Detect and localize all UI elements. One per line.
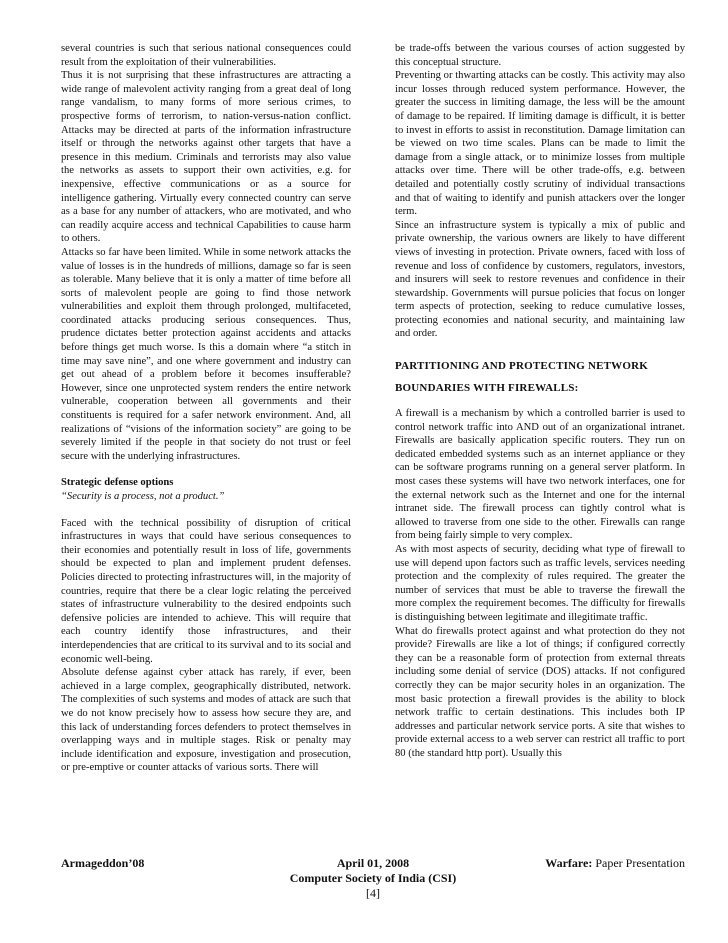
page-number: [4]: [366, 886, 380, 900]
paragraph: Preventing or thwarting attacks can be costly. This activity may also incur losses through reduced system performance. However, the greater the success in limiting damage, the less will be the amount of damage to be repaired. If limiting damage is difficult, it is better to invest in efforts to assist in reconstitution. Damage limitation can be viewed on two time scales. Plans can be made to limit the damage from a single attack, or to minimize losses from multiple attacks over time. There will be other trade-offs, e.g. between detailed and potentially costly scrutiny of individual transactions and that of waiting to identify and punish attackers over the longer term.: [395, 70, 685, 218]
section-heading-line1: PARTITIONING AND PROTECTING NETWORK: [395, 360, 649, 373]
right-column: [395, 42, 685, 761]
section-heading-line2: BOUNDARIES WITH FIREWALLS:: [395, 382, 579, 395]
footer-track: [545, 856, 685, 871]
section-heading: [395, 355, 685, 399]
paragraph: As with most aspects of security, deciding what type of firewall to use will depend upon factors such as traffic levels, services needing protection and the complexity of rules required. The greater the number of services that must be able to traverse the firewall the more complex the requirement becomes. The difficulty for firewalls is distinguishing between legitimate and illegitimate traffic.: [395, 544, 685, 623]
paragraph: Attacks so far have been limited. While in some network attacks the value of losses is in the hundreds of millions, damage so far is seen as tolerable. Many believe that it is only a matter of time before all sorts of malevolent people are going to find those network vulnerabilities and exploit them through prolonged, multifaceted, coordinated attacks producing serious consequences. Thus, prudence dictates better protection against accidents and attacks before things get much worse. Is this a domain where “a stitch in time may save nine”, and one where government and industry can get out ahead of a problem before it becomes insufferable? However, since one unprotected system renders the entire network vulnerable, cooperation between all governments and their constituents is required for a safer network environment. And, all realizations of “visions of the information society” are going to be severely limited if the people in that society do not trust or feel secure with the underlying infrastructures.: [61, 246, 351, 462]
paragraph: Since an infrastructure system is typically a mix of public and private ownership, the various owners are likely to have different views of investing in protection. Private owners, faced with loss of revenue and loss of confidence by customers, regulators, investors, and insurers will seek to restore revenues and confidence in their stewardship. Governments will pursue policies that focus on longer term aspects of protection, seeking to reduce cumulative losses, protecting economies and national security, and maintaining law and order.: [395, 219, 685, 340]
epigraph-quote: “Security is a process, not a product.”: [61, 491, 225, 502]
footer-track-type: Paper Presentation: [592, 856, 685, 870]
footer-organization: Computer Society of India (CSI): [289, 871, 457, 885]
paragraph: be trade-offs between the various courses of action suggested by this conceptual structure.: [395, 43, 685, 68]
paragraph: several countries is such that serious national consequences could result from the exploitation of their vulnerabilities.: [61, 43, 351, 68]
paragraph: A firewall is a mechanism by which a controlled barrier is used to control network traffic into AND out of an organizational intranet. Firewalls are basically application specific routers. They run on dedicated embedded systems such as an internet appliance or they can be software programs running on a general server platform. In most cases these systems will have two network interfaces, one for the external network such as the Internet and one for the internal intranet side. The firewall process can tightly control what is allowed to traverse from one side to the other. Firewalls can range from being fairly simple to very complex.: [395, 408, 685, 542]
left-column: [61, 42, 351, 775]
section-subheading: Strategic defense options: [61, 477, 174, 489]
paragraph: Thus it is not surprising that these infrastructures are attracting a wide range of malevolent activity ranging from a great deal of long range vandalism, to many forms of more serious crimes, to prospective forms of terrorism, to nation-versus-nation conflict. Attacks may be directed at parts of the information infrastructure itself or through the networks against other targets that have a presence in this medium. Criminals and terrorists may also value the networks as assets to support their own activities, e.g. for inexpensive, effective communications or as a source for intelligence gathering. Virtually every connected country can serve as a base for any number of attackers, who are motivated, and who can readily acquire access and technical Capabilities to cause harm to others.: [61, 70, 351, 245]
footer-date: April 01, 2008: [336, 856, 410, 870]
paragraph: Faced with the technical possibility of disruption of critical infrastructures in ways that could have serious consequences to their economies and potentially result in loss of life, governments should be expected to plan and implement prudent defenses. Policies directed to protecting infrastructures will, in the majority of countries, require that there be a clear logic relating the perceived states of infrastructure vulnerability to the desired endpoints such defensive policies are intended to achieve. This will require that each country identify those infrastructures, and their interdependencies that are critical to its survival and to its social and economic well-being.: [61, 517, 351, 665]
paragraph: Absolute defense against cyber attack has rarely, if ever, been achieved in a large complex, geographically distributed, network. The complexities of such systems and modes of attack are such that we do not know precisely how to assess how secure they are, and this lack of understanding forces defenders to protect themselves in overlapping ways and in multiple stages. Risk or penalty may include identification and exposure, investigation and prosecution, or pre-emptive or counter attacks of various sorts. There will: [61, 667, 351, 774]
footer-track-label: Warfare:: [545, 856, 593, 870]
footer-event-name: Armageddon’08: [61, 856, 145, 870]
paragraph: What do firewalls protect against and what protection do they not provide? Firewalls are like a lot of things; if configured correctly they can be a reasonable form of protection from external threats including some denial of service (DOS) attacks. If not configured correctly they can be major security holes in an organization. The most basic protection a firewall provides is the ability to block network traffic to certain destinations. This includes both IP addresses and particular network service ports. A site that wishes to provide external access to a web server can restrict all traffic to port 80 (the standard http port). Usually this: [395, 625, 685, 759]
